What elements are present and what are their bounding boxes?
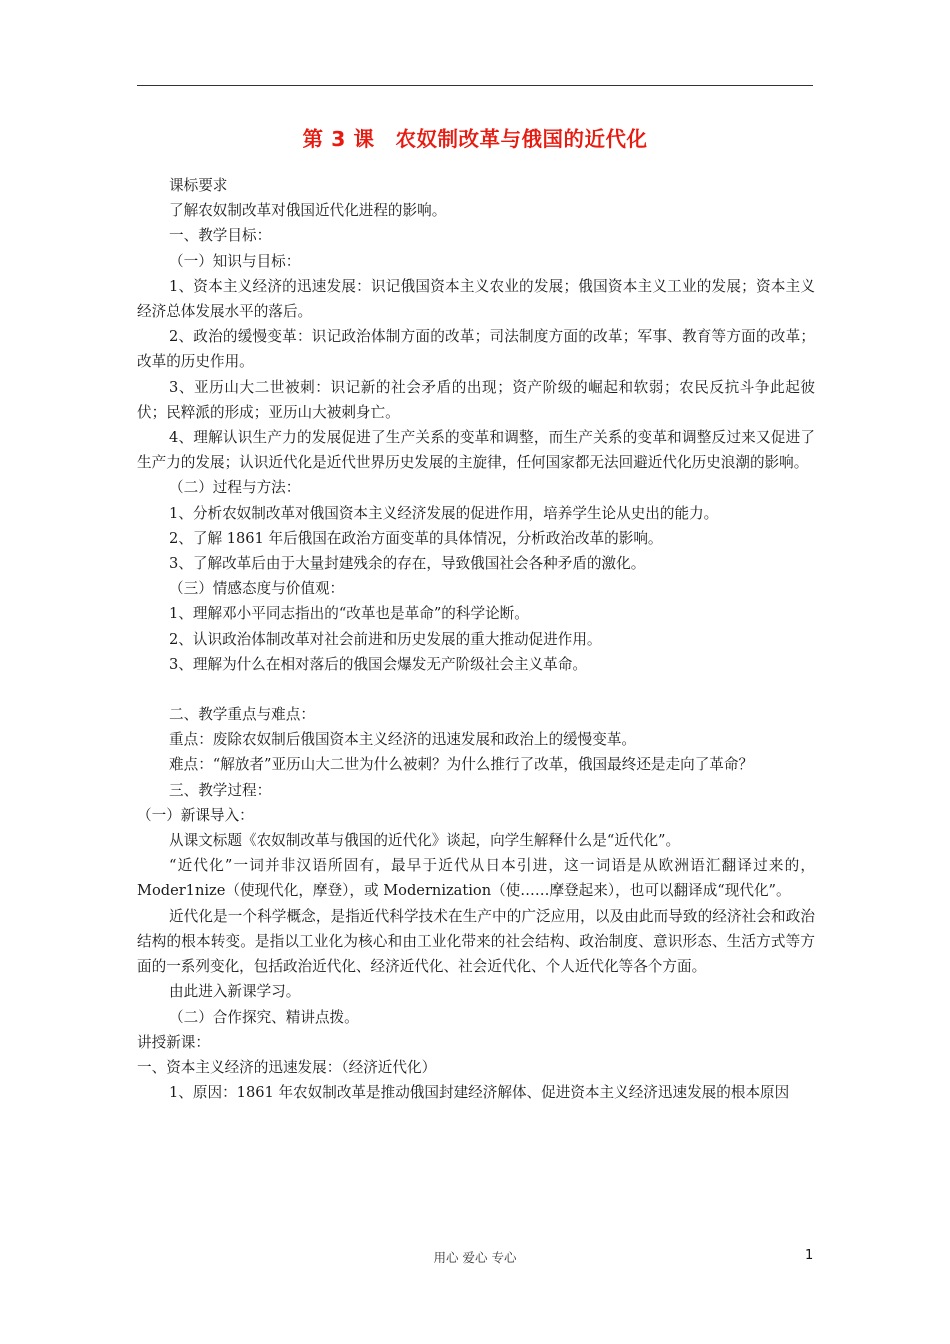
paragraph: 由此进入新课学习。 xyxy=(169,983,301,1001)
paragraph: 1、原因：1861 年农奴制改革是推动俄国封建经济解体、促进资本主义经济迅速发展的根本原因 xyxy=(169,1084,790,1102)
paragraph: 2、了解 1861 年后俄国在政治方面变革的具体情况，分析政治改革的影响。 xyxy=(169,529,663,547)
paragraph: 二、教学重点与难点： xyxy=(169,706,315,724)
paragraph: 3、理解为什么在相对落后的俄国会爆发无产阶级社会主义革命。 xyxy=(169,655,587,673)
page-number: 1 xyxy=(805,1248,814,1263)
paragraph: 1、理解邓小平同志指出的“改革也是革命”的科学论断。 xyxy=(169,605,529,623)
paragraph: 2、政治的缓慢变革：识记政治体制方面的改革；司法制度方面的改革；军事、教育等方面的改革；改革的历史作用。 xyxy=(137,328,815,371)
paragraph: 3、了解改革后由于大量封建残余的存在，导致俄国社会各种矛盾的激化。 xyxy=(169,555,646,573)
paragraph: 讲授新课： xyxy=(137,1033,210,1051)
paragraph: （二）过程与方法： xyxy=(169,479,301,497)
paragraph: 了解农奴制改革对俄国近代化进程的影响。 xyxy=(169,202,447,220)
paragraph: 1、资本主义经济的迅速发展：识记俄国资本主义农业的发展；俄国资本主义工业的发展；资本主义经济总体发展水平的落后。 xyxy=(137,277,815,321)
paragraph: 从课文标题《农奴制改革与俄国的近代化》谈起，向学生解释什么是“近代化”。 xyxy=(169,832,681,850)
paragraph: “近代化”一词并非汉语所固有，最早于近代从日本引进，这一词语是从欧洲语汇翻译过来的，Moder1nize（使现代化，摩登），或 Modernization（使……摩登起来），也可以翻译成“现代化”。 xyxy=(137,857,815,900)
paragraph: 难点：“解放者”亚历山大二世为什么被刺？为什么推行了改革，俄国最终还是走向了革命？ xyxy=(169,756,754,774)
paragraph: 近代化是一个科学概念，是指近代科学技术在生产中的广泛应用，以及由此而导致的经济社会和政治结构的根本转变。是指以工业化为核心和由工业化带来的社会结构、政治制度、意识形态、生活方式等方面的一系列变化，包括政治近代化、经济近代化、社会近代化、个人近代化等各个方面。 xyxy=(137,907,815,976)
blank-line xyxy=(137,677,815,702)
paragraph: （一）新课导入： xyxy=(137,806,254,824)
paragraph: 三、教学过程： xyxy=(169,781,272,799)
paragraph: 1、分析农奴制改革对俄国资本主义经济发展的促进作用，培养学生论从史出的能力。 xyxy=(169,504,719,522)
paragraph: 4、理解认识生产力的发展促进了生产关系的变革和调整，而生产关系的变革和调整反过来又促进了生产力的发展；认识近代化是近代世界历史发展的主旋律，任何国家都无法回避近代化历史浪潮的影响。 xyxy=(137,429,815,472)
header-rule xyxy=(137,85,813,86)
paragraph: 一、资本主义经济的迅速发展：（经济近代化） xyxy=(137,1058,437,1076)
paragraph: 课标要求 xyxy=(169,177,228,194)
paragraph: 重点：废除农奴制后俄国资本主义经济的迅速发展和政治上的缓慢变革。 xyxy=(169,731,637,749)
footer-text: 用心 爱心 专心 xyxy=(433,1250,517,1265)
paragraph: 3、亚历山大二世被刺：识记新的社会矛盾的出现；资产阶级的崛起和软弱；农民反抗斗争此起彼伏；民粹派的形成；亚历山大被刺身亡。 xyxy=(137,378,815,421)
page-title: 第 3 课 农奴制改革与俄国的近代化 xyxy=(302,127,648,151)
paragraph: （二）合作探究、精讲点拨。 xyxy=(169,1008,359,1026)
paragraph: （一）知识与目标： xyxy=(169,252,301,270)
paragraph: （三）情感态度与价值观： xyxy=(169,580,345,598)
document-body xyxy=(137,173,815,1105)
paragraph: 一、教学目标： xyxy=(169,227,272,245)
paragraph: 2、认识政治体制改革对社会前进和历史发展的重大推动促进作用。 xyxy=(169,630,602,648)
